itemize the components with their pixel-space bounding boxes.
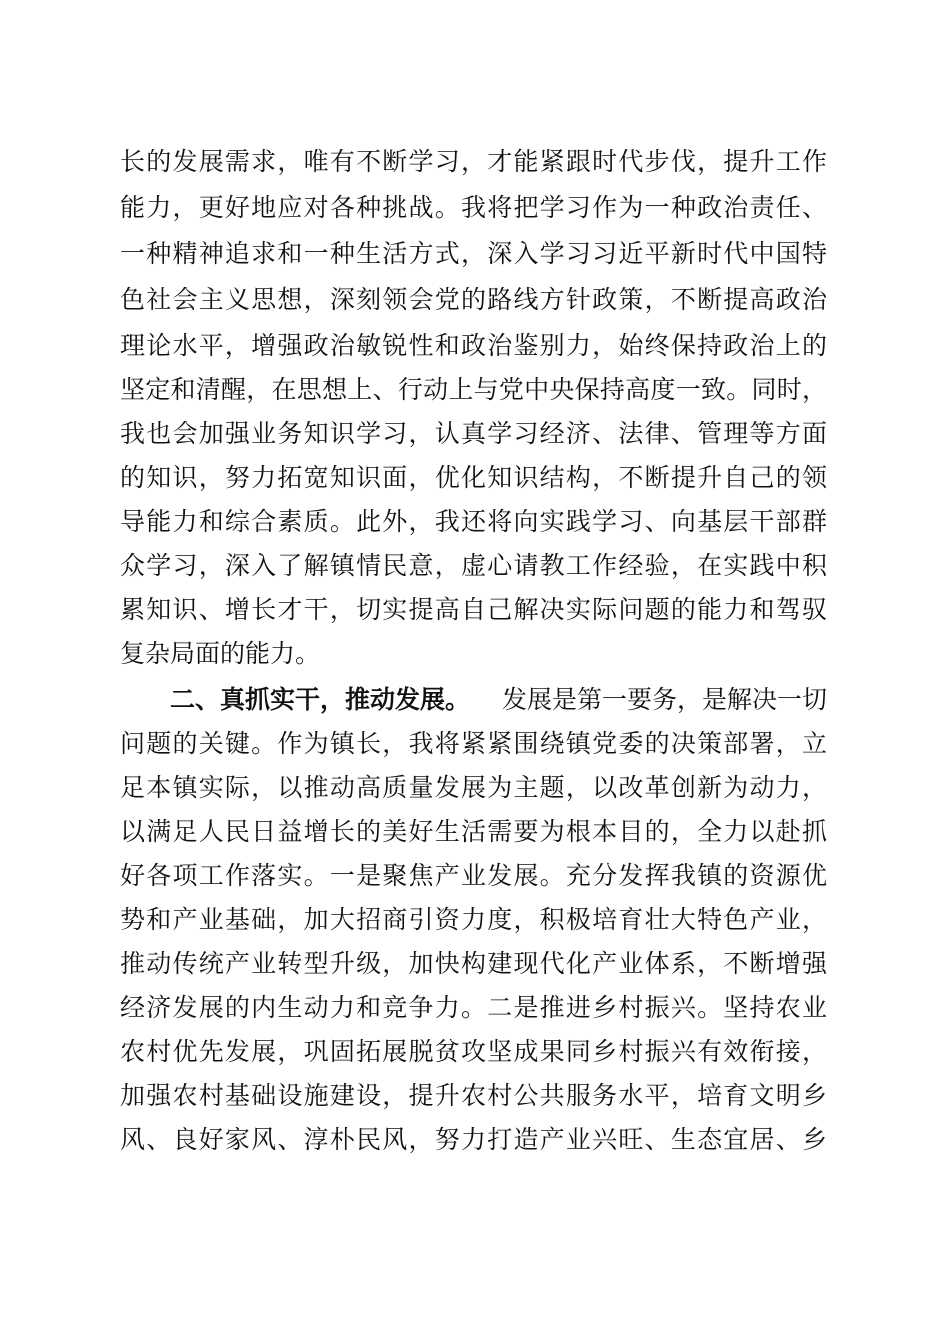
text-line: 风、良好家风、淳朴民风，努力打造产业兴旺、生态宜居、乡 [120, 1125, 827, 1154]
text-line: 理论水平，增强政治敏锐性和政治鉴别力，始终保持政治上的 [120, 331, 827, 360]
section-heading: 二、真抓实干，推动发展。 [170, 685, 471, 714]
text-line: 加强农村基础设施建设，提升农村公共服务水平，培育文明乡 [120, 1081, 827, 1110]
text-line: 长的发展需求，唯有不断学习，才能紧跟时代步伐，提升工作 [120, 147, 827, 176]
text-line: 复杂局面的能力。 [120, 639, 321, 668]
text-line: 的知识，努力拓宽知识面，优化知识结构，不断提升自己的领 [120, 463, 827, 492]
text-line: 经济发展的内生动力和竞争力。二是推进乡村振兴。坚持农业 [120, 993, 827, 1022]
text-line: 势和产业基础，加大招商引资力度，积极培育壮大特色产业， [120, 905, 827, 934]
text-line: 导能力和综合素质。此外，我还将向实践学习、向基层干部群 [120, 507, 827, 536]
text-line: 我也会加强业务知识学习，认真学习经济、法律、管理等方面 [120, 419, 827, 448]
text-line: 众学习，深入了解镇情民意，虚心请教工作经验，在实践中积 [120, 551, 827, 580]
text-line: 累知识、增长才干，切实提高自己解决实际问题的能力和驾驭 [120, 595, 827, 624]
text-line: 发展是第一要务，是解决一切 [501, 685, 827, 714]
text-line: 以满足人民日益增长的美好生活需要为根本目的，全力以赴抓 [120, 817, 827, 846]
text-line: 能力，更好地应对各种挑战。我将把学习作为一种政治责任、 [120, 193, 827, 222]
text-line: 农村优先发展，巩固拓展脱贫攻坚成果同乡村振兴有效衔接， [120, 1037, 827, 1066]
text-line: 推动传统产业转型升级，加快构建现代化产业体系，不断增强 [120, 949, 827, 978]
text-line: 好各项工作落实。一是聚焦产业发展。充分发挥我镇的资源优 [120, 861, 827, 890]
section-heading-line [170, 678, 827, 722]
text-line: 色社会主义思想，深刻领会党的路线方针政策，不断提高政治 [120, 285, 827, 314]
text-line: 足本镇实际，以推动高质量发展为主题，以改革创新为动力， [120, 773, 827, 802]
text-line: 一种精神追求和一种生活方式，深入学习习近平新时代中国特 [120, 239, 827, 268]
text-line: 坚定和清醒，在思想上、行动上与党中央保持高度一致。同时， [120, 375, 827, 404]
text-line: 问题的关键。作为镇长，我将紧紧围绕镇党委的决策部署，立 [120, 729, 827, 758]
